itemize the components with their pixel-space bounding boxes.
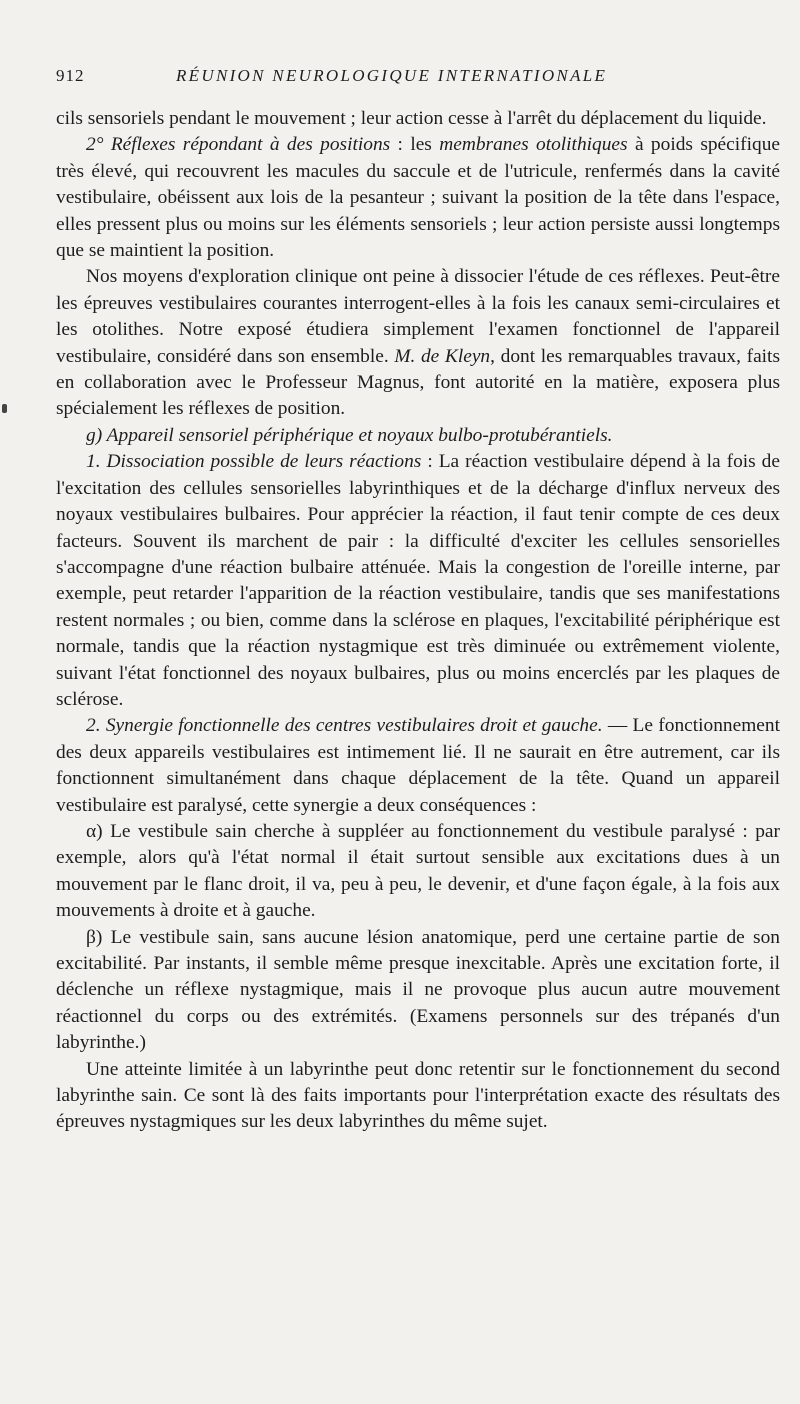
body-text <box>56 106 780 1136</box>
paragraph-dissociation: 1. Dissociation possible de leurs réactions : La réaction vestibulaire dépend à la fois de l'excitation des cellules sensorielles labyrinthiques et de la décharge d'influx nerveux des noyaux vestibulaires bulbaires. Pour apprécier la réaction, il faut tenir compte de ces deux facteurs. Souvent ils marchent de pair : la difficulté d'exciter les cellules sensorielles s'accompagne d'une réaction bulbaire atténuée. Mais la congestion de l'oreille interne, par exemple, peut retarder l'apparition de la réaction vestibulaire, tandis que ses manifestations restent normales ; ou bien, comme dans la sclérose en plaques, l'excitabilité périphérique est normale, tandis que la réaction nystagmique est très diminuée ou extrêmement violente, suivant l'état fonctionnel des noyaux bulbaires, plus ou moins encerclés par les plaques de sclérose. <box>56 451 780 710</box>
author-name: M. de Kleyn <box>394 345 491 367</box>
paragraph-conclusion: Une atteinte limitée à un labyrinthe peut donc retentir sur le fonctionnement du second labyrinthe sain. Ce sont là des faits importants pour l'interprétation exacte des résultats des épreuves nystagmiques sur les deux labyrinthes du même sujet. <box>56 1058 780 1133</box>
paragraph-position-reflexes: 2° Réflexes répondant à des positions : les membranes otolithiques à poids spécifique très élevé, qui recouvrent les macules du saccule et de l'utricule, renfermés dans la cavité vestibulaire, obéissent aux lois de la pesanteur ; suivant la position de la tête dans l'espace, elles pressent plus ou moins sur les éléments sensoriels ; leur action persiste aussi longtemps que se maintient la position. <box>56 134 780 262</box>
section-lead: 2° Réflexes répondant à des positions <box>86 134 391 156</box>
section-lead: 1. Dissociation possible de leurs réactions <box>86 451 422 473</box>
term-membranes: membranes otolithiques <box>439 134 628 156</box>
paragraph-continuation: cils sensoriels pendant le mouvement ; leur action cesse à l'arrêt du déplacement du liquide. <box>56 108 767 129</box>
page-number: 912 <box>56 66 85 85</box>
paragraph-alpha: α) Le vestibule sain cherche à suppléer au fonctionnement du vestibule paralysé : par exemple, alors qu'à l'état normal il était surtout sensible aux excitations dues à un mouvement par le flanc droit, il va, peu à peu, le devenir, et d'une façon égale, à la fois aux mouvements à droite et à gauche. <box>56 820 780 922</box>
margin-mark <box>2 404 7 413</box>
paragraph-synergy: 2. Synergie fonctionnelle des centres vestibulaires droit et gauche. — Le fonctionnement des deux appareils vestibulaires est intimement lié. Il ne saurait en être autrement, car ils fonctionnent simultanément dans chaque déplacement de la tête. Quand un appareil vestibulaire est paralysé, cette synergie a deux conséquences : <box>56 715 780 816</box>
paragraph-exploration: Nos moyens d'exploration clinique ont peine à dissocier l'étude de ces réflexes. Peut-être les épreuves vestibulaires courantes interrogent-elles à la fois les canaux semi-circulaires et les otolithes. Notre exposé étudiera simplement l'examen fonctionnel de l'appareil vestibulaire, considéré dans son ensemble. M. de Kleyn, dont les remarquables travaux, faits en collaboration avec le Professeur Magnus, font autorité en la matière, exposera plus spécialement les réflexes de position. <box>56 266 780 420</box>
running-head: RÉUNION NEUROLOGIQUE INTERNATIONALE <box>176 66 608 85</box>
section-lead: 2. Synergie fonctionnelle des centres vestibulaires droit et gauche. <box>86 715 603 737</box>
subsection-heading: g) Appareil sensoriel périphérique et noyaux bulbo-protubérantiels. <box>86 424 613 446</box>
paragraph-beta: β) Le vestibule sain, sans aucune lésion anatomique, perd une certaine partie de son excitabilité. Par instants, il semble même presque inexcitable. Après une excitation forte, il déclenche un réflexe nystagmique, mais il ne provoque plus aucun autre mouvement réactionnel du corps ou des extrémités. (Examens personnels sur des trépanés d'un labyrinthe.) <box>56 926 780 1054</box>
